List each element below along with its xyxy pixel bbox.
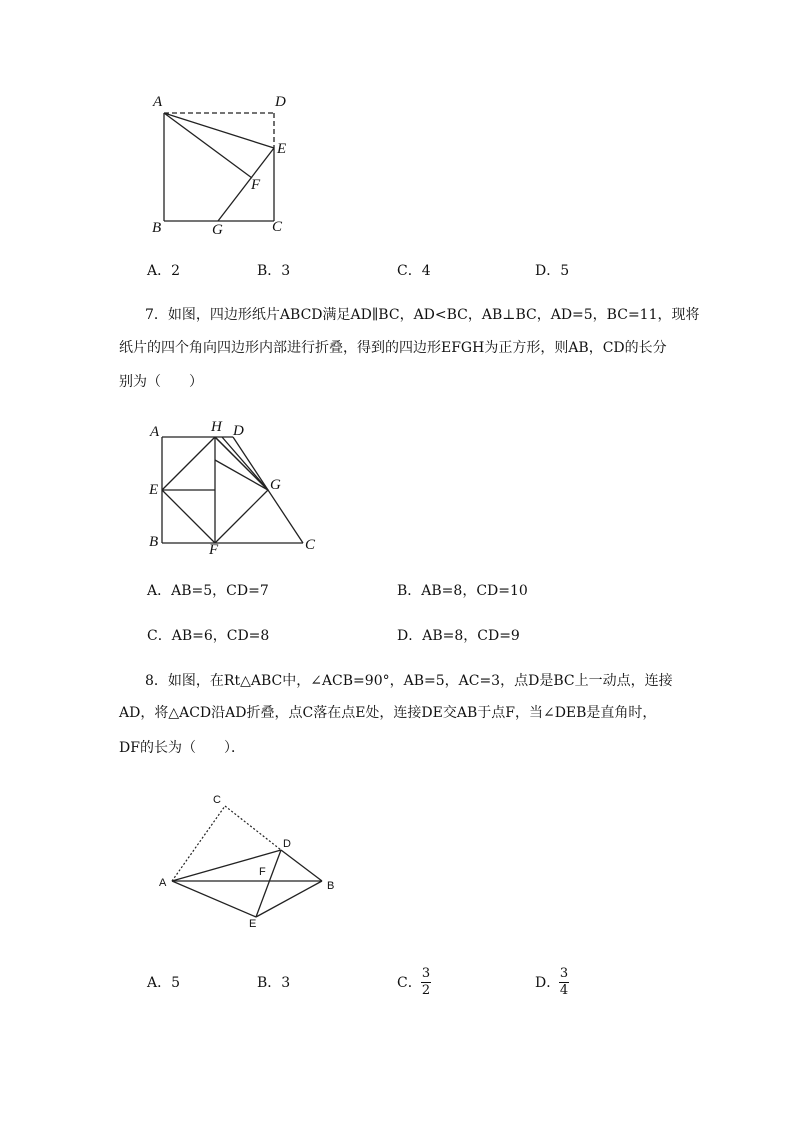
point-label-E: E <box>149 482 159 498</box>
point-label-F: F <box>259 866 266 878</box>
q8-option-c-denominator: 2 <box>421 983 431 998</box>
point-label-B: B <box>327 880 335 892</box>
q8-option-d-fraction <box>557 967 571 998</box>
q6-option-b: B．3 <box>257 263 291 279</box>
q7-text-line3: 别为（ ） <box>119 374 203 390</box>
q8-text-line3: DF的长为（ ）． <box>119 740 245 756</box>
point-label-D: D <box>283 838 291 850</box>
point-label-F: F <box>251 177 261 193</box>
q8-option-d-label: D． <box>535 975 561 991</box>
q7-text-line1: 7．如图，四边形纸片ABCD满足AD∥BC，AD<BC，AB⊥BC，AD=5，BC=11，现将 <box>145 307 700 323</box>
point-label-D: D <box>233 423 244 439</box>
point-label-F: F <box>209 542 219 558</box>
point-label-C: C <box>272 219 283 235</box>
q8-option-d-numerator: 3 <box>559 966 569 981</box>
point-label-A: A <box>159 877 167 889</box>
q6-option-a: A．2 <box>147 263 181 279</box>
q8-option-d-denominator: 4 <box>559 983 569 998</box>
point-label-G: G <box>212 222 223 238</box>
point-label-E: E <box>249 918 257 930</box>
point-label-E: E <box>277 141 287 157</box>
point-label-A: A <box>153 94 163 110</box>
q7-option-d: D．AB=8，CD=9 <box>397 628 520 644</box>
point-label-C: C <box>213 794 221 806</box>
point-label-D: D <box>275 94 286 110</box>
point-label-G: G <box>270 477 281 493</box>
q8-text-line1: 8．如图，在Rt△ABC中，∠ACB=90°，AB=5，AC=3，点D是BC上一动点，连接 <box>145 673 673 689</box>
q6-option-d: D．5 <box>535 263 570 279</box>
q8-text-line2: AD，将△ACD沿AD折叠，点C落在点E处，连接DE交AB于点F，当∠DEB是直角时， <box>119 705 657 721</box>
q8-option-a: A．5 <box>147 975 181 991</box>
q7-option-b: B．AB=8，CD=10 <box>397 583 528 599</box>
point-label-A: A <box>150 424 160 440</box>
q6-option-c: C．4 <box>397 263 431 279</box>
point-label-B: B <box>149 534 159 550</box>
q8-option-c-label: C． <box>397 975 422 991</box>
point-label-C: C <box>305 537 316 553</box>
q8-option-b: B．3 <box>257 975 291 991</box>
point-label-H: H <box>211 419 222 435</box>
q7-option-a: A．AB=5，CD=7 <box>147 583 269 599</box>
q7-option-c: C．AB=6，CD=8 <box>147 628 270 644</box>
point-label-B: B <box>152 220 162 236</box>
q8-option-c-fraction <box>419 967 433 998</box>
q7-text-line2: 纸片的四个角向四边形内部进行折叠，得到的四边形EFGH为正方形，则AB，CD的长分 <box>119 340 667 356</box>
q8-option-c-numerator: 3 <box>421 966 431 981</box>
